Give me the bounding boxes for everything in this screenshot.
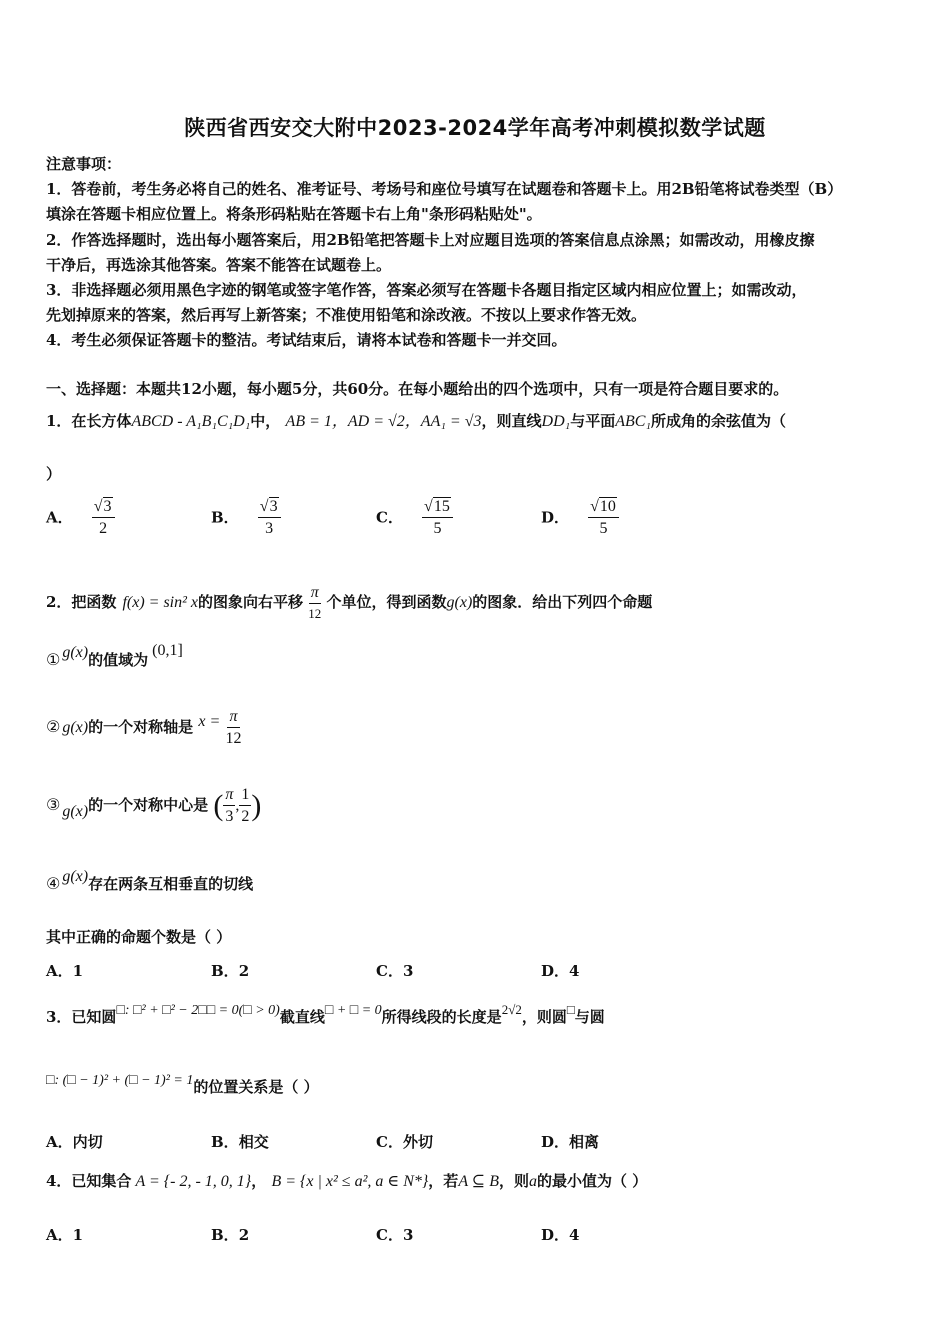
circle-n-equation: □: (□ − 1)² + (□ − 1)² = 1 — [46, 1073, 194, 1088]
notice-line-4: 干净后，再选涂其他答案。答案不能答在试题卷上。 — [46, 256, 392, 274]
proposition-1: ① g(x)的值域为(0,1] — [46, 642, 183, 669]
q2-ask: 其中正确的命题个数是（ ） — [46, 928, 232, 946]
notice-heading: 注意事项： — [46, 155, 122, 173]
q3-option-a: A．内切 — [46, 1133, 103, 1151]
q3-option-d: D．相离 — [541, 1133, 600, 1151]
notice-line-5: 3．非选择题必须用黑色字迹的钢笔或签字笔作答，答案必须写在答题卡各题目指定区域内相应位置上；如需改动， — [46, 281, 807, 299]
q4-option-d: D．4 — [541, 1226, 580, 1244]
q2-option-d: D．4 — [541, 962, 580, 980]
q1-close-paren: ） — [46, 465, 62, 483]
q4-option-b: B．2 — [211, 1226, 250, 1244]
page-title: 陕西省西安交大附中2023-2024学年高考冲刺模拟数学试题 — [184, 116, 766, 140]
circle-m-equation: □: □² + □² − 2□□ = 0(□ > 0) — [116, 1003, 280, 1018]
notice-line-2: 填涂在答题卡相应位置上。将条形码粘贴在答题卡右上角"条形码粘贴处"。 — [46, 205, 542, 223]
notice-line-1: 1．答卷前，考生务必将自己的姓名、准考证号、考场号和座位号填写在试题卷和答题卡上。用2B铅笔将试卷类型（B） — [46, 180, 843, 198]
question-4-stem: 4．已知集合 A = {- 2, - 1, 0, 1}， B = {x | x² ≤ a², a ∈ N*}，若A ⊆ B，则a的最小值为（ ） — [46, 1172, 648, 1190]
notice-line-7: 4．考生必须保证答题卡的整洁。考试结束后，请将本试卷和答题卡一并交回。 — [46, 331, 567, 349]
notice-line-6: 先划掉原来的答案，然后再写上新答案；不准使用铅笔和涂改液。不按以上要求作答无效。 — [46, 306, 647, 324]
question-3-stem-2: □: (□ − 1)² + (□ − 1)² = 1的位置关系是（ ） — [46, 1073, 319, 1096]
q1-option-c: C． $\frac{√15}{5}$ — [376, 498, 453, 538]
q3-option-b: B．相交 — [211, 1133, 269, 1151]
proposition-3: ③ g(x)的一个对称中心是 ( $\frac{\pi}{3}$ , $\frac{1}{2}$ ) — [46, 786, 262, 825]
q1-conditions: AB = 1，AD = √2，AA₁ = √3 — [285, 413, 482, 430]
question-2-stem: 2．把函数 f(x) = sin² x的图象向右平移 $\frac{\pi}{12}$ 个单位，得到函数g(x)的图象．给出下列四个命题 — [46, 584, 653, 621]
q2-option-c: C．3 — [376, 962, 414, 980]
q3-option-c: C．外切 — [376, 1133, 433, 1151]
q4-option-a: A．1 — [46, 1226, 84, 1244]
notice-line-3: 2．作答选择题时，选出每小题答案后，用2B铅笔把答题卡上对应题目选项的答案信息点涂黑；如需改动，用橡皮擦 — [46, 231, 815, 249]
q1-option-d: D． $\frac{√10}{5}$ — [541, 498, 619, 538]
question-3-stem: 3．已知圆□: □² + □² − 2□□ = 0(□ > 0)截直线□ + □ = 0所得线段的长度是2√2，则圆□与圆 — [46, 1002, 605, 1026]
proposition-2: ② g(x)的一个对称轴是 x = $\frac{\pi}{12}$ — [46, 708, 242, 747]
q2-option-a: A．1 — [46, 962, 84, 980]
q2-option-b: B．2 — [211, 962, 250, 980]
q1-option-a: A． $\frac{√3}{2}$ — [46, 498, 115, 538]
proposition-4: ④ g(x)存在两条互相垂直的切线 — [46, 868, 254, 893]
q1-box: ABCD - A₁B₁C₁D₁ — [131, 413, 251, 430]
question-1-stem: 1．在长方体ABCD - A₁B₁C₁D₁中， AB = 1，AD = √2，AA₁ = √3，则直线DD₁与平面ABC₁所成角的余弦值为（ — [46, 412, 786, 430]
section-heading: 一、选择题：本题共12小题，每小题5分，共60分。在每小题给出的四个选项中，只有一项是符合题目要求的。 — [46, 380, 789, 398]
q1-option-b: B． $\frac{√3}{3}$ — [211, 498, 281, 538]
q4-option-c: C．3 — [376, 1226, 414, 1244]
set-b: B = {x | x² ≤ a², a ∈ N*} — [271, 1173, 429, 1190]
set-a: A = {- 2, - 1, 0, 1} — [135, 1173, 252, 1190]
